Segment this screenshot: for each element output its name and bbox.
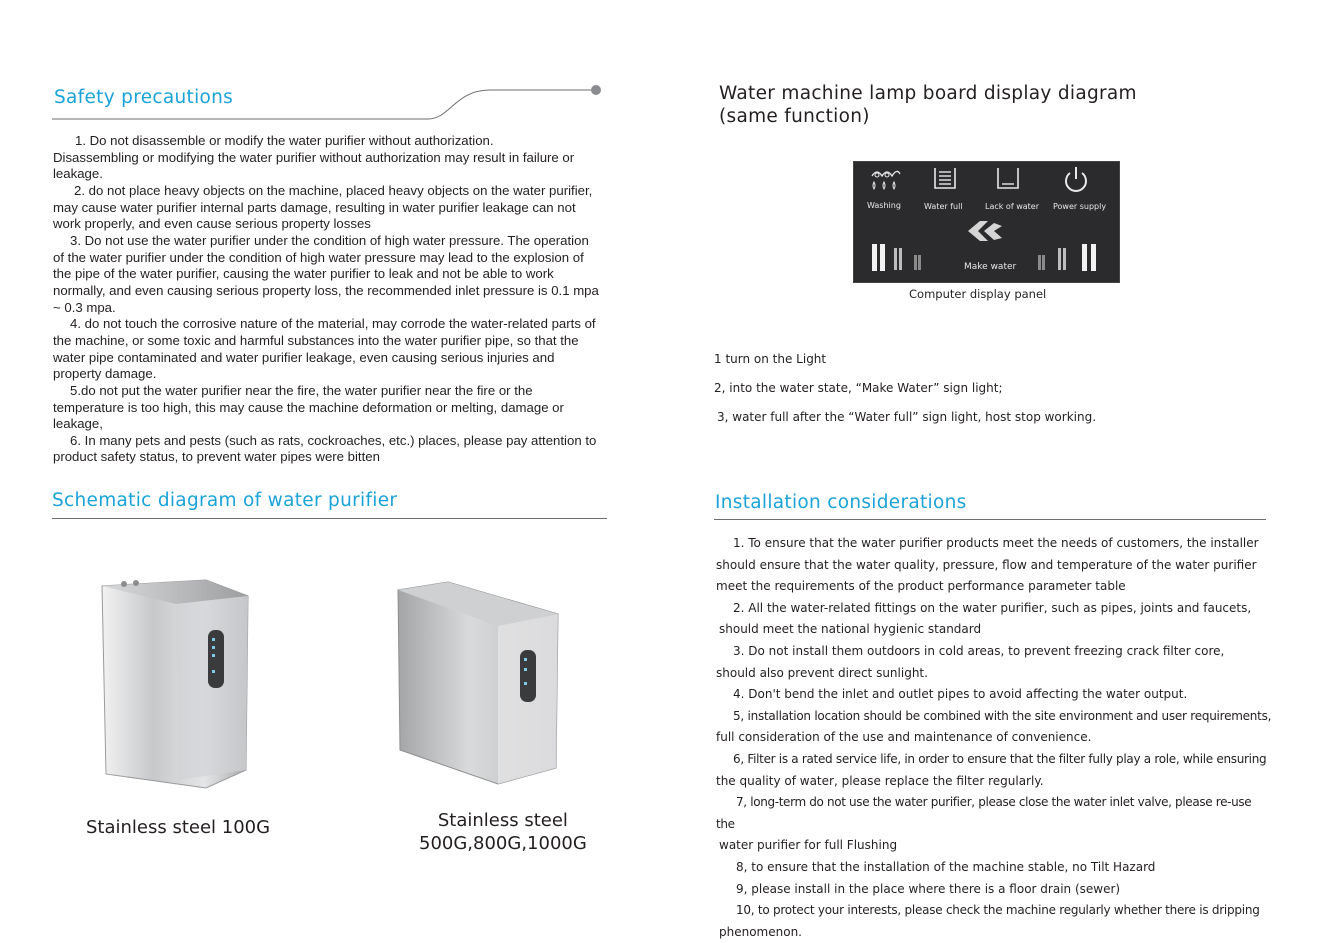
safety-title-underline — [50, 82, 610, 122]
lamp-step: 2, into the water state, “Make Water” sign light; — [714, 381, 1003, 395]
product-500g-caption-line2: 500G,800G,1000G — [419, 833, 587, 854]
installation-divider — [714, 519, 1266, 520]
product-100g-caption: Stainless steel 100G — [86, 817, 271, 838]
install-line: meet the requirements of the product performance parameter table — [716, 579, 1126, 594]
install-line: should also prevent direct sunlight. — [716, 665, 928, 680]
washing-label: Washing — [867, 201, 901, 210]
install-line: full consideration of the use and maintenance of convenience. — [716, 730, 1092, 745]
product-500g-caption-line1: Stainless steel — [437, 810, 568, 831]
product-500g-caption — [419, 809, 587, 855]
install-line: 9, please install in the place where there is a floor drain (sewer) — [736, 881, 1121, 896]
safety-item: 1. Do not disassemble or modify the water purifier without authorization. — [75, 133, 494, 148]
safety-item: 6. In many pets and pests (such as rats, cockroaches, etc.) places, please pay attention to product safety status, to prevent water pipes were bitten — [53, 432, 597, 465]
schematic-divider — [52, 518, 607, 519]
display-panel — [853, 161, 1120, 283]
install-line: should ensure that the water quality, pressure, flow and temperature of the water purifier — [716, 557, 1257, 572]
lamp-title-line1: Water machine lamp board display diagram — [719, 83, 1137, 104]
install-line: 7, long-term do not use the water purifier, please close the water inlet valve, please re-use the — [716, 795, 1252, 831]
safety-item: 2. do not place heavy objects on the machine, placed heavy objects on the water purifier, may cause water purifier internal parts damage, resulting in water purifier leakage can not work properly, and even cause serious property losses — [53, 182, 593, 232]
install-line: 5, installation location should be combined with the site environment and user requirements, — [733, 708, 1272, 723]
power-icon — [1062, 164, 1090, 194]
water-full-icon — [932, 166, 958, 192]
safety-item: 5.do not put the water purifier near the fire, the water purifier near the fire or the temperature is too high, this may cause the machine deformation or melting, damage or leakage, — [53, 382, 564, 432]
washing-icon — [868, 166, 902, 194]
install-line: 6, Filter is a rated service life, in order to ensure that the filter fully play a role, while ensuring — [733, 751, 1267, 766]
installation-list — [716, 533, 1272, 943]
safety-item: 4. do not touch the corrosive nature of the material, may corrode the water-related parts of the machine, or some toxic and harmful substances into the water purifier pipe, so that the water pipe contaminated and water purifier leakage, even causing serious injuries and property damage. — [53, 316, 596, 382]
safety-title: Safety precautions — [54, 87, 234, 108]
lack-of-water-label: Lack of water — [985, 202, 1039, 211]
install-line: 4. Don't bend the inlet and outlet pipes to avoid affecting the water output. — [733, 687, 1188, 702]
install-line: 8, to ensure that the installation of the machine stable, no Tilt Hazard — [736, 859, 1156, 874]
purifier-500g-image — [394, 578, 564, 788]
install-line: 1. To ensure that the water purifier products meet the needs of customers, the installer — [733, 536, 1259, 550]
left-level-bars — [872, 242, 944, 274]
install-line: water purifier for full Flushing — [719, 838, 898, 853]
lamp-title-line2: (same function) — [719, 106, 870, 127]
install-line: should meet the national hygienic standard — [719, 622, 982, 637]
make-water-icon — [966, 218, 1006, 244]
safety-item: 3. Do not use the water purifier under the condition of high water pressure. The operation of the water purifier under the condition of high water pressure may lead to the explosion of the pipe of the water purifier, causing the water purifier to leak and not be able to work normally, and even causing serious property loss, the recommended inlet pressure is 0.1 mpa ~ 0.3 mpa. — [53, 232, 599, 315]
installation-title: Installation considerations — [715, 492, 967, 513]
lamp-title — [719, 82, 1137, 128]
install-line: 3. Do not install them outdoors in cold areas, to prevent freezing crack filter core, — [733, 643, 1225, 658]
lack-of-water-icon — [995, 166, 1021, 192]
safety-list — [53, 133, 601, 466]
lamp-step: 1 turn on the Light — [714, 352, 827, 366]
install-line: phenomenon. — [719, 924, 802, 939]
install-line: the quality of water, please replace the filter regularly. — [716, 773, 1044, 788]
purifier-100g-image — [96, 574, 256, 794]
install-line: 2. All the water-related fittings on the water purifier, such as pipes, joints and faucets, — [733, 600, 1252, 615]
install-line: 10, to protect your interests, please check the machine regularly whether there is dripping — [736, 903, 1260, 918]
panel-caption: Computer display panel — [909, 287, 1047, 301]
water-full-label: Water full — [924, 202, 963, 211]
make-water-label: Make water — [964, 262, 1017, 272]
safety-item: Disassembling or modifying the water purifier without authorization may result in failure or leakage. — [53, 149, 575, 182]
right-level-bars — [1034, 242, 1106, 274]
schematic-title: Schematic diagram of water purifier — [52, 490, 398, 511]
power-supply-label: Power supply — [1053, 202, 1107, 211]
lamp-step: 3, water full after the “Water full” sign light, host stop working. — [717, 410, 1097, 424]
